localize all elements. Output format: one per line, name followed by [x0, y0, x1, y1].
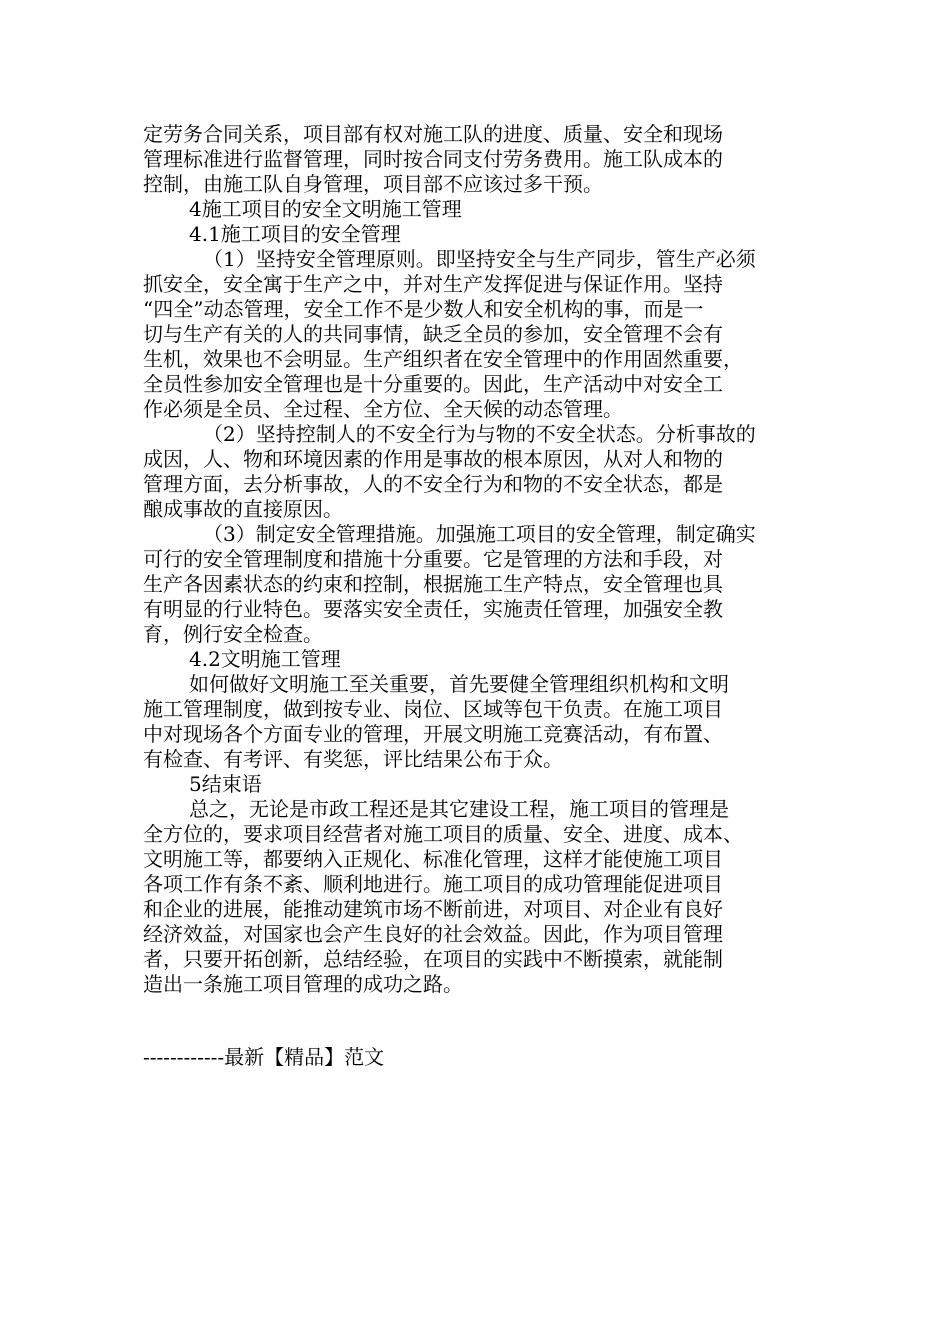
text-line: 造出一条施工项目管理的成功之路。 — [143, 972, 463, 996]
text-line: 施工管理制度，做到按专业、岗位、区域等包干负责。在施工项目 — [143, 697, 723, 721]
text-line: 各项工作有条不紊、顺利地进行。施工项目的成功管理能促进项目 — [143, 872, 723, 896]
text-line: “四全”动态管理，安全工作不是少数人和安全机构的事，而是一 — [143, 297, 704, 321]
text-line: 抓安全，安全寓于生产之中，并对生产发挥促进与保证作用。坚持 — [143, 272, 723, 296]
text-line: 管理标准进行监督管理，同时按合同支付劳务费用。施工队成本的 — [143, 147, 723, 171]
text-line: 作必须是全员、全过程、全方位、全天候的动态管理。 — [143, 397, 623, 421]
text-line: 可行的安全管理制度和措施十分重要。它是管理的方法和手段，对 — [143, 547, 723, 571]
text-line: （2）坚持控制人的不安全行为与物的不安全状态。分析事故的 — [203, 422, 756, 446]
text-line: 管理方面，去分析事故，人的不安全行为和物的不安全状态，都是 — [143, 472, 723, 496]
text-line: 生产各因素状态的约束和控制，根据施工生产特点，安全管理也具 — [143, 572, 723, 596]
section-heading: 5结束语 — [189, 772, 262, 796]
text-line: 和企业的进展，能推动建筑市场不断前进，对项目、对企业有良好 — [143, 897, 723, 921]
text-line: 控制，由施工队自身管理，项目部不应该过多干预。 — [143, 172, 603, 196]
text-line: 有检查、有考评、有奖惩，评比结果公布于众。 — [143, 747, 563, 771]
text-line: 总之，无论是市政工程还是其它建设工程，施工项目的管理是 — [189, 797, 729, 821]
text-line: 切与生产有关的人的共同事情，缺乏全员的参加，安全管理不会有 — [143, 322, 723, 346]
text-line: 生机，效果也不会明显。生产组织者在安全管理中的作用固然重要， — [143, 347, 743, 371]
text-line: 有明显的行业特色。要落实安全责任，实施责任管理，加强安全教 — [143, 597, 723, 621]
document-body — [143, 122, 811, 997]
text-line: 育，例行安全检查。 — [143, 622, 323, 646]
subsection-heading: 4.2文明施工管理 — [189, 647, 341, 671]
text-line: （3）制定安全管理措施。加强施工项目的安全管理，制定确实 — [203, 522, 756, 546]
text-line: 者，只要开拓创新，总结经验，在项目的实践中不断摸索，就能制 — [143, 947, 723, 971]
section-heading: 4施工项目的安全文明施工管理 — [189, 197, 462, 221]
text-line: 全方位的，要求项目经营者对施工项目的质量、安全、进度、成本、 — [143, 822, 743, 846]
text-line: 定劳务合同关系，项目部有权对施工队的进度、质量、安全和现场 — [143, 122, 723, 146]
footer-text: ------------最新【精品】范文 — [143, 1045, 385, 1069]
text-line: 如何做好文明施工至关重要，首先要健全管理组织机构和文明 — [189, 672, 729, 696]
subsection-heading: 4.1施工项目的安全管理 — [189, 222, 401, 246]
text-line: 经济效益，对国家也会产生良好的社会效益。因此，作为项目管理 — [143, 922, 723, 946]
text-line: 文明施工等，都要纳入正规化、标准化管理，这样才能使施工项目 — [143, 847, 723, 871]
text-line: 中对现场各个方面专业的管理，开展文明施工竞赛活动，有布置、 — [143, 722, 723, 746]
text-line: 全员性参加安全管理也是十分重要的。因此，生产活动中对安全工 — [143, 372, 723, 396]
text-line: （1）坚持安全管理原则。即坚持安全与生产同步，管生产必须 — [203, 247, 756, 271]
text-line: 成因，人、物和环境因素的作用是事故的根本原因，从对人和物的 — [143, 447, 723, 471]
text-line: 酿成事故的直接原因。 — [143, 497, 343, 521]
